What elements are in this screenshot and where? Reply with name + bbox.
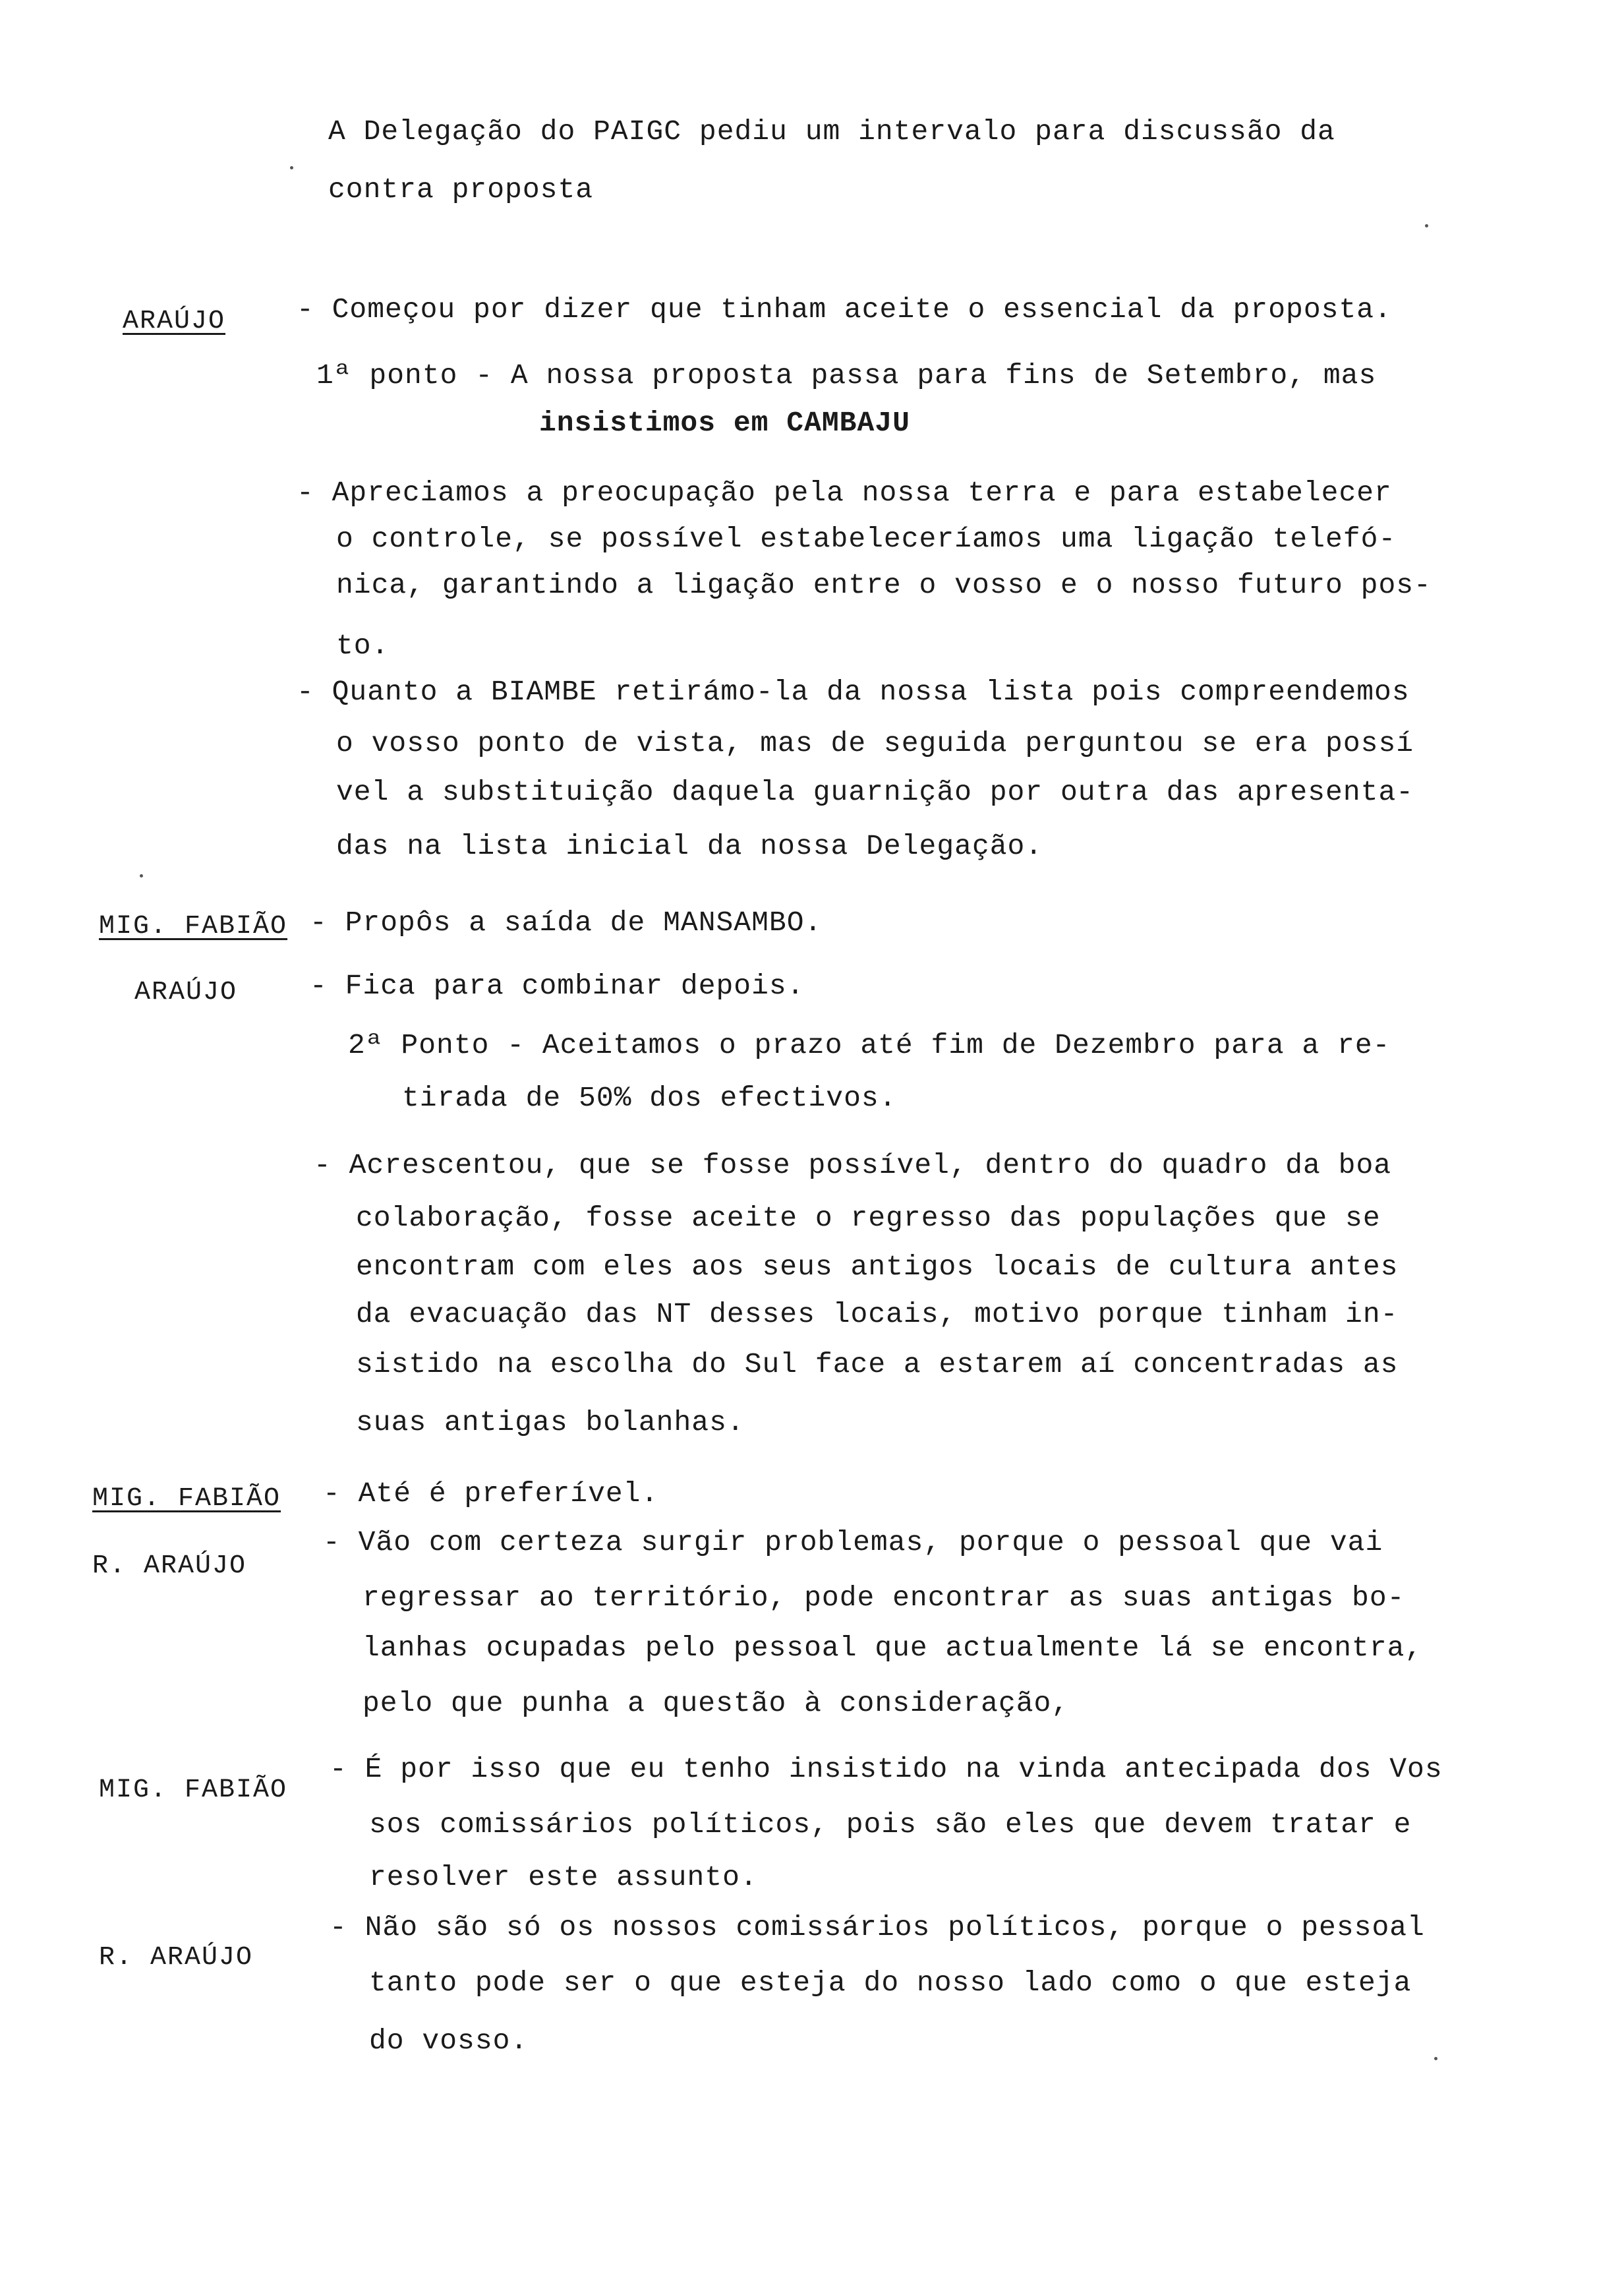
statement-line: sos comissários políticos, pois são eles que devem tratar e xyxy=(369,1808,1412,1841)
statement-line: vel a substituição daquela guarnição por outra das apresenta- xyxy=(336,776,1414,808)
speaker-label: MIG. FABIÃO xyxy=(92,1484,281,1514)
statement-line: regressar ao território, pode encontrar as suas antigas bo- xyxy=(362,1582,1405,1614)
statement-line: 1ª ponto - A nossa proposta passa para fins de Setembro, mas xyxy=(316,359,1377,392)
statement-line: 2ª Ponto - Aceitamos o prazo até fim de Dezembro para a re- xyxy=(348,1029,1391,1061)
statement-line: to. xyxy=(336,630,390,662)
statement-line: - Quanto a BIAMBE retirámo-la da nossa lista pois compreendemos xyxy=(297,676,1410,708)
statement-line: das na lista inicial da nossa Delegação. xyxy=(336,830,1043,862)
statement-line: lanhas ocupadas pelo pessoal que actualmente lá se encontra, xyxy=(362,1632,1423,1664)
statement-line: - Vão com certeza surgir problemas, porque o pessoal que vai xyxy=(323,1526,1383,1559)
statement-line: pelo que punha a questão à consideração, xyxy=(362,1687,1070,1719)
scan-speck xyxy=(290,166,293,169)
statement-line: colaboração, fosse aceite o regresso das populações que se xyxy=(356,1202,1381,1234)
statement-line: tanto pode ser o que esteja do nosso lado como o que esteja xyxy=(369,1967,1412,1999)
statement-line: o controle, se possível estabeleceríamos uma ligação telefó- xyxy=(336,523,1397,555)
statement-line: do vosso. xyxy=(369,2025,529,2057)
speaker-label: R. ARAÚJO xyxy=(99,1943,254,1973)
speaker-label: ARAÚJO xyxy=(134,978,238,1007)
statement-line: da evacuação das NT desses locais, motivo porque tinham in- xyxy=(356,1298,1399,1330)
scan-speck xyxy=(140,874,143,877)
intro-line-2: contra proposta xyxy=(328,173,594,206)
statement-line: nica, garantindo a ligação entre o vosso e o nosso futuro pos- xyxy=(336,569,1432,601)
scan-speck xyxy=(1434,2057,1437,2060)
speaker-label: MIG. FABIÃO xyxy=(99,912,288,941)
statement-line: - Apreciamos a preocupação pela nossa terra e para estabelecer xyxy=(297,477,1392,509)
statement-line: - É por isso que eu tenho insistido na vinda antecipada dos Vos xyxy=(330,1753,1443,1785)
statement-line: encontram com eles aos seus antigos locais de cultura antes xyxy=(356,1251,1399,1283)
statement-line: - Começou por dizer que tinham aceite o essencial da proposta. xyxy=(297,293,1392,326)
speaker-label: ARAÚJO xyxy=(123,307,226,336)
statement-line: o vosso ponto de vista, mas de seguida perguntou se era possí xyxy=(336,727,1414,759)
statement-line: insistimos em CAMBAJU xyxy=(539,407,910,439)
statement-line: tirada de 50% dos efectivos. xyxy=(402,1082,897,1114)
intro-line-1: A Delegação do PAIGC pediu um intervalo para discussão da xyxy=(328,115,1335,148)
speaker-label: R. ARAÚJO xyxy=(92,1551,247,1581)
statement-line: - Propôs a saída de MANSAMBO. xyxy=(310,907,823,939)
statement-line: sistido na escolha do Sul face a estarem aí concentradas as xyxy=(356,1348,1399,1381)
statement-line: - Até é preferível. xyxy=(323,1477,659,1510)
statement-line: - Não são só os nossos comissários políticos, porque o pessoal xyxy=(330,1911,1425,1944)
statement-line: - Acrescentou, que se fosse possível, dentro do quadro da boa xyxy=(314,1149,1392,1181)
statement-line: resolver este assunto. xyxy=(369,1861,758,1893)
scan-speck xyxy=(1425,224,1428,227)
statement-line: - Fica para combinar depois. xyxy=(310,970,805,1002)
statement-line: suas antigas bolanhas. xyxy=(356,1406,745,1439)
speaker-label: MIG. FABIÃO xyxy=(99,1775,288,1805)
